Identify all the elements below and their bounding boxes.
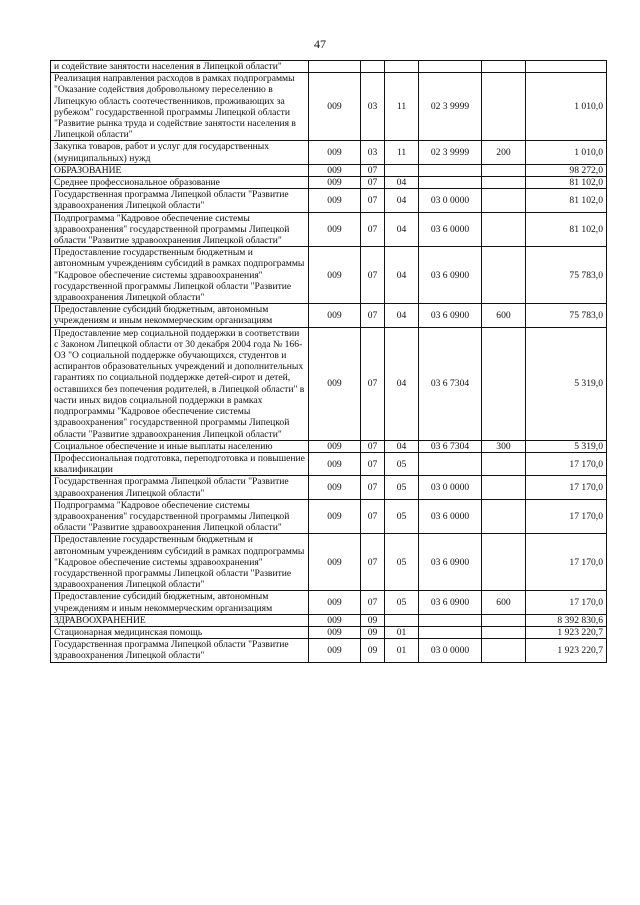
admin-code-cell: 009: [309, 304, 361, 327]
expense-name-cell: и содействие занятости населения в Липецкой области": [51, 61, 309, 73]
sum-cell: 81 102,0: [526, 189, 607, 212]
table-row: [51, 534, 607, 591]
sum-cell: 81 102,0: [526, 177, 607, 189]
target-item-cell: [419, 626, 482, 638]
target-item-cell: [419, 614, 482, 626]
admin-code-cell: 009: [309, 639, 361, 662]
sum-cell: 1 010,0: [526, 141, 607, 164]
expense-name-cell: Государственная программа Липецкой области "Развитие здравоохранения Липецкой области": [51, 639, 309, 662]
section-code-cell: 07: [361, 476, 385, 499]
sum-cell: 17 170,0: [526, 534, 607, 591]
target-item-cell: 02 3 9999: [419, 73, 482, 141]
expense-type-cell: [482, 212, 526, 247]
sum-cell: 1 923 220,7: [526, 639, 607, 662]
expense-type-cell: [482, 534, 526, 591]
sum-cell: 17 170,0: [526, 452, 607, 475]
sum-cell: 1 923 220,7: [526, 626, 607, 638]
section-code-cell: 09: [361, 639, 385, 662]
target-item-cell: 03 6 0000: [419, 212, 482, 247]
sum-cell: 98 272,0: [526, 164, 607, 176]
expense-type-cell: [482, 247, 526, 304]
subsection-code-cell: 05: [385, 591, 419, 614]
table-row: [51, 304, 607, 327]
target-item-cell: 03 6 0900: [419, 534, 482, 591]
expense-type-cell: [482, 626, 526, 638]
admin-code-cell: 009: [309, 164, 361, 176]
sum-cell: 5 319,0: [526, 440, 607, 452]
subsection-code-cell: 04: [385, 177, 419, 189]
admin-code-cell: 009: [309, 452, 361, 475]
expense-name-cell: Государственная программа Липецкой области "Развитие здравоохранения Липецкой области": [51, 189, 309, 212]
section-code-cell: 07: [361, 164, 385, 176]
admin-code-cell: 009: [309, 141, 361, 164]
admin-code-cell: 009: [309, 591, 361, 614]
subsection-code-cell: 05: [385, 534, 419, 591]
expense-type-cell: [482, 614, 526, 626]
target-item-cell: [419, 164, 482, 176]
table-row: [51, 327, 607, 440]
admin-code-cell: 009: [309, 440, 361, 452]
sum-cell: 17 170,0: [526, 591, 607, 614]
admin-code-cell: 009: [309, 626, 361, 638]
expense-name-cell: Профессиональная подготовка, переподготовка и повышение квалификации: [51, 452, 309, 475]
subsection-code-cell: [385, 614, 419, 626]
table-row: [51, 73, 607, 141]
table-row: [51, 591, 607, 614]
table-row: [51, 247, 607, 304]
sum-cell: 1 010,0: [526, 73, 607, 141]
target-item-cell: 02 3 9999: [419, 141, 482, 164]
admin-code-cell: 009: [309, 534, 361, 591]
section-code-cell: 03: [361, 73, 385, 141]
section-code-cell: 09: [361, 614, 385, 626]
expense-name-cell: Реализация направления расходов в рамках подпрограммы "Оказание содействия добровольному переселению в Липецкую область соотечественников, проживающих за рубежом" государственной программы Липецкой области "Развитие рынка труда и содействие занятости населения в Липецкой области": [51, 73, 309, 141]
target-item-cell: 03 0 0000: [419, 476, 482, 499]
section-code-cell: 07: [361, 591, 385, 614]
section-code-cell: 07: [361, 304, 385, 327]
table-row: [51, 452, 607, 475]
page-number: 47: [314, 37, 326, 51]
admin-code-cell: 009: [309, 499, 361, 534]
section-code-cell: 07: [361, 189, 385, 212]
table-row: [51, 164, 607, 176]
admin-code-cell: 009: [309, 212, 361, 247]
subsection-code-cell: 05: [385, 452, 419, 475]
section-code-cell: 07: [361, 499, 385, 534]
section-code-cell: 07: [361, 177, 385, 189]
section-code-cell: 07: [361, 440, 385, 452]
admin-code-cell: 009: [309, 614, 361, 626]
table-row: [51, 141, 607, 164]
sum-cell: 75 783,0: [526, 247, 607, 304]
expense-name-cell: Предоставление государственным бюджетным и автономным учреждениям субсидий в рамках подпрограммы "Кадровое обеспечение системы здравоохранения" государственной программы Липецкой области "Развитие здравоохранения Липецкой области": [51, 534, 309, 591]
target-item-cell: 03 6 0900: [419, 247, 482, 304]
subsection-code-cell: 04: [385, 212, 419, 247]
expense-type-cell: 300: [482, 440, 526, 452]
subsection-code-cell: 05: [385, 499, 419, 534]
subsection-code-cell: 04: [385, 304, 419, 327]
expense-name-cell: Стационарная медицинская помощь: [51, 626, 309, 638]
table-row: [51, 614, 607, 626]
subsection-code-cell: [385, 164, 419, 176]
expense-type-cell: [482, 73, 526, 141]
target-item-cell: [419, 452, 482, 475]
sum-cell: 17 170,0: [526, 499, 607, 534]
expense-type-cell: [482, 189, 526, 212]
target-item-cell: 03 6 7304: [419, 440, 482, 452]
section-code-cell: 07: [361, 452, 385, 475]
admin-code-cell: 009: [309, 189, 361, 212]
section-code-cell: 03: [361, 141, 385, 164]
expense-type-cell: [482, 177, 526, 189]
table-row: [51, 440, 607, 452]
expense-name-cell: Закупка товаров, работ и услуг для государственных (муниципальных) нужд: [51, 141, 309, 164]
admin-code-cell: 009: [309, 327, 361, 440]
target-item-cell: 03 6 7304: [419, 327, 482, 440]
admin-code-cell: 009: [309, 247, 361, 304]
target-item-cell: [419, 61, 482, 73]
sum-cell: 5 319,0: [526, 327, 607, 440]
table-row: [51, 476, 607, 499]
sum-cell: 8 392 830,6: [526, 614, 607, 626]
admin-code-cell: 009: [309, 177, 361, 189]
expense-name-cell: Предоставление мер социальной поддержки в соответствии с Законом Липецкой области от 30 декабря 2004 года № 166-ОЗ "О социальной поддержке обучающихся, студентов и аспирантов образовательных учреждений и дополнительных гарантиях по социальной поддержке детей-сирот и детей, оставшихся без попечения родителей, в Липецкой области" в части иных видов социальной поддержки в рамках подпрограммы "Кадровое обеспечение системы здравоохранения" государственной программы Липецкой области "Развитие здравоохранения Липецкой области": [51, 327, 309, 440]
expense-name-cell: Социальное обеспечение и иные выплаты населению: [51, 440, 309, 452]
table-row: [51, 626, 607, 638]
admin-code-cell: 009: [309, 73, 361, 141]
subsection-code-cell: 11: [385, 141, 419, 164]
sum-cell: 75 783,0: [526, 304, 607, 327]
target-item-cell: 03 6 0900: [419, 591, 482, 614]
table-row: [51, 61, 607, 73]
expense-name-cell: Предоставление субсидий бюджетным, автономным учреждениям и иным некоммерческим организациям: [51, 304, 309, 327]
expense-type-cell: 600: [482, 591, 526, 614]
expense-type-cell: [482, 327, 526, 440]
target-item-cell: 03 6 0900: [419, 304, 482, 327]
admin-code-cell: 009: [309, 476, 361, 499]
subsection-code-cell: 04: [385, 189, 419, 212]
expense-type-cell: [482, 164, 526, 176]
section-code-cell: 07: [361, 247, 385, 304]
expense-name-cell: ЗДРАВООХРАНЕНИЕ: [51, 614, 309, 626]
expense-name-cell: Подпрограмма "Кадровое обеспечение системы здравоохранения" государственной программы Липецкой области "Развитие здравоохранения Липецкой области": [51, 499, 309, 534]
admin-code-cell: [309, 61, 361, 73]
section-code-cell: 07: [361, 327, 385, 440]
expense-type-cell: [482, 61, 526, 73]
sum-cell: [526, 61, 607, 73]
expense-name-cell: Среднее профессиональное образование: [51, 177, 309, 189]
expense-name-cell: ОБРАЗОВАНИЕ: [51, 164, 309, 176]
subsection-code-cell: 05: [385, 476, 419, 499]
subsection-code-cell: 04: [385, 327, 419, 440]
expense-name-cell: Предоставление субсидий бюджетным, автономным учреждениям и иным некоммерческим организациям: [51, 591, 309, 614]
table-row: [51, 177, 607, 189]
expense-type-cell: [482, 476, 526, 499]
expense-type-cell: [482, 499, 526, 534]
expense-type-cell: [482, 452, 526, 475]
table-row: [51, 499, 607, 534]
expense-name-cell: Государственная программа Липецкой области "Развитие здравоохранения Липецкой области": [51, 476, 309, 499]
subsection-code-cell: 04: [385, 247, 419, 304]
subsection-code-cell: 01: [385, 626, 419, 638]
sum-cell: 17 170,0: [526, 476, 607, 499]
expense-type-cell: [482, 639, 526, 662]
table-row: [51, 189, 607, 212]
table-row: [51, 639, 607, 662]
target-item-cell: 03 6 0000: [419, 499, 482, 534]
sum-cell: 81 102,0: [526, 212, 607, 247]
target-item-cell: 03 0 0000: [419, 639, 482, 662]
budget-table-body: [51, 61, 607, 663]
section-code-cell: 09: [361, 626, 385, 638]
expense-type-cell: 200: [482, 141, 526, 164]
subsection-code-cell: 04: [385, 440, 419, 452]
expense-name-cell: Предоставление государственным бюджетным и автономным учреждениям субсидий в рамках подпрограммы "Кадровое обеспечение системы здравоохранения" государственной программы Липецкой области "Развитие здравоохранения Липецкой области": [51, 247, 309, 304]
section-code-cell: 07: [361, 534, 385, 591]
expense-type-cell: 600: [482, 304, 526, 327]
target-item-cell: 03 0 0000: [419, 189, 482, 212]
expense-name-cell: Подпрограмма "Кадровое обеспечение системы здравоохранения" государственной программы Липецкой области "Развитие здравоохранения Липецкой области": [51, 212, 309, 247]
subsection-code-cell: 11: [385, 73, 419, 141]
subsection-code-cell: [385, 61, 419, 73]
target-item-cell: [419, 177, 482, 189]
subsection-code-cell: 01: [385, 639, 419, 662]
table-row: [51, 212, 607, 247]
budget-table: [50, 60, 607, 663]
section-code-cell: [361, 61, 385, 73]
section-code-cell: 07: [361, 212, 385, 247]
